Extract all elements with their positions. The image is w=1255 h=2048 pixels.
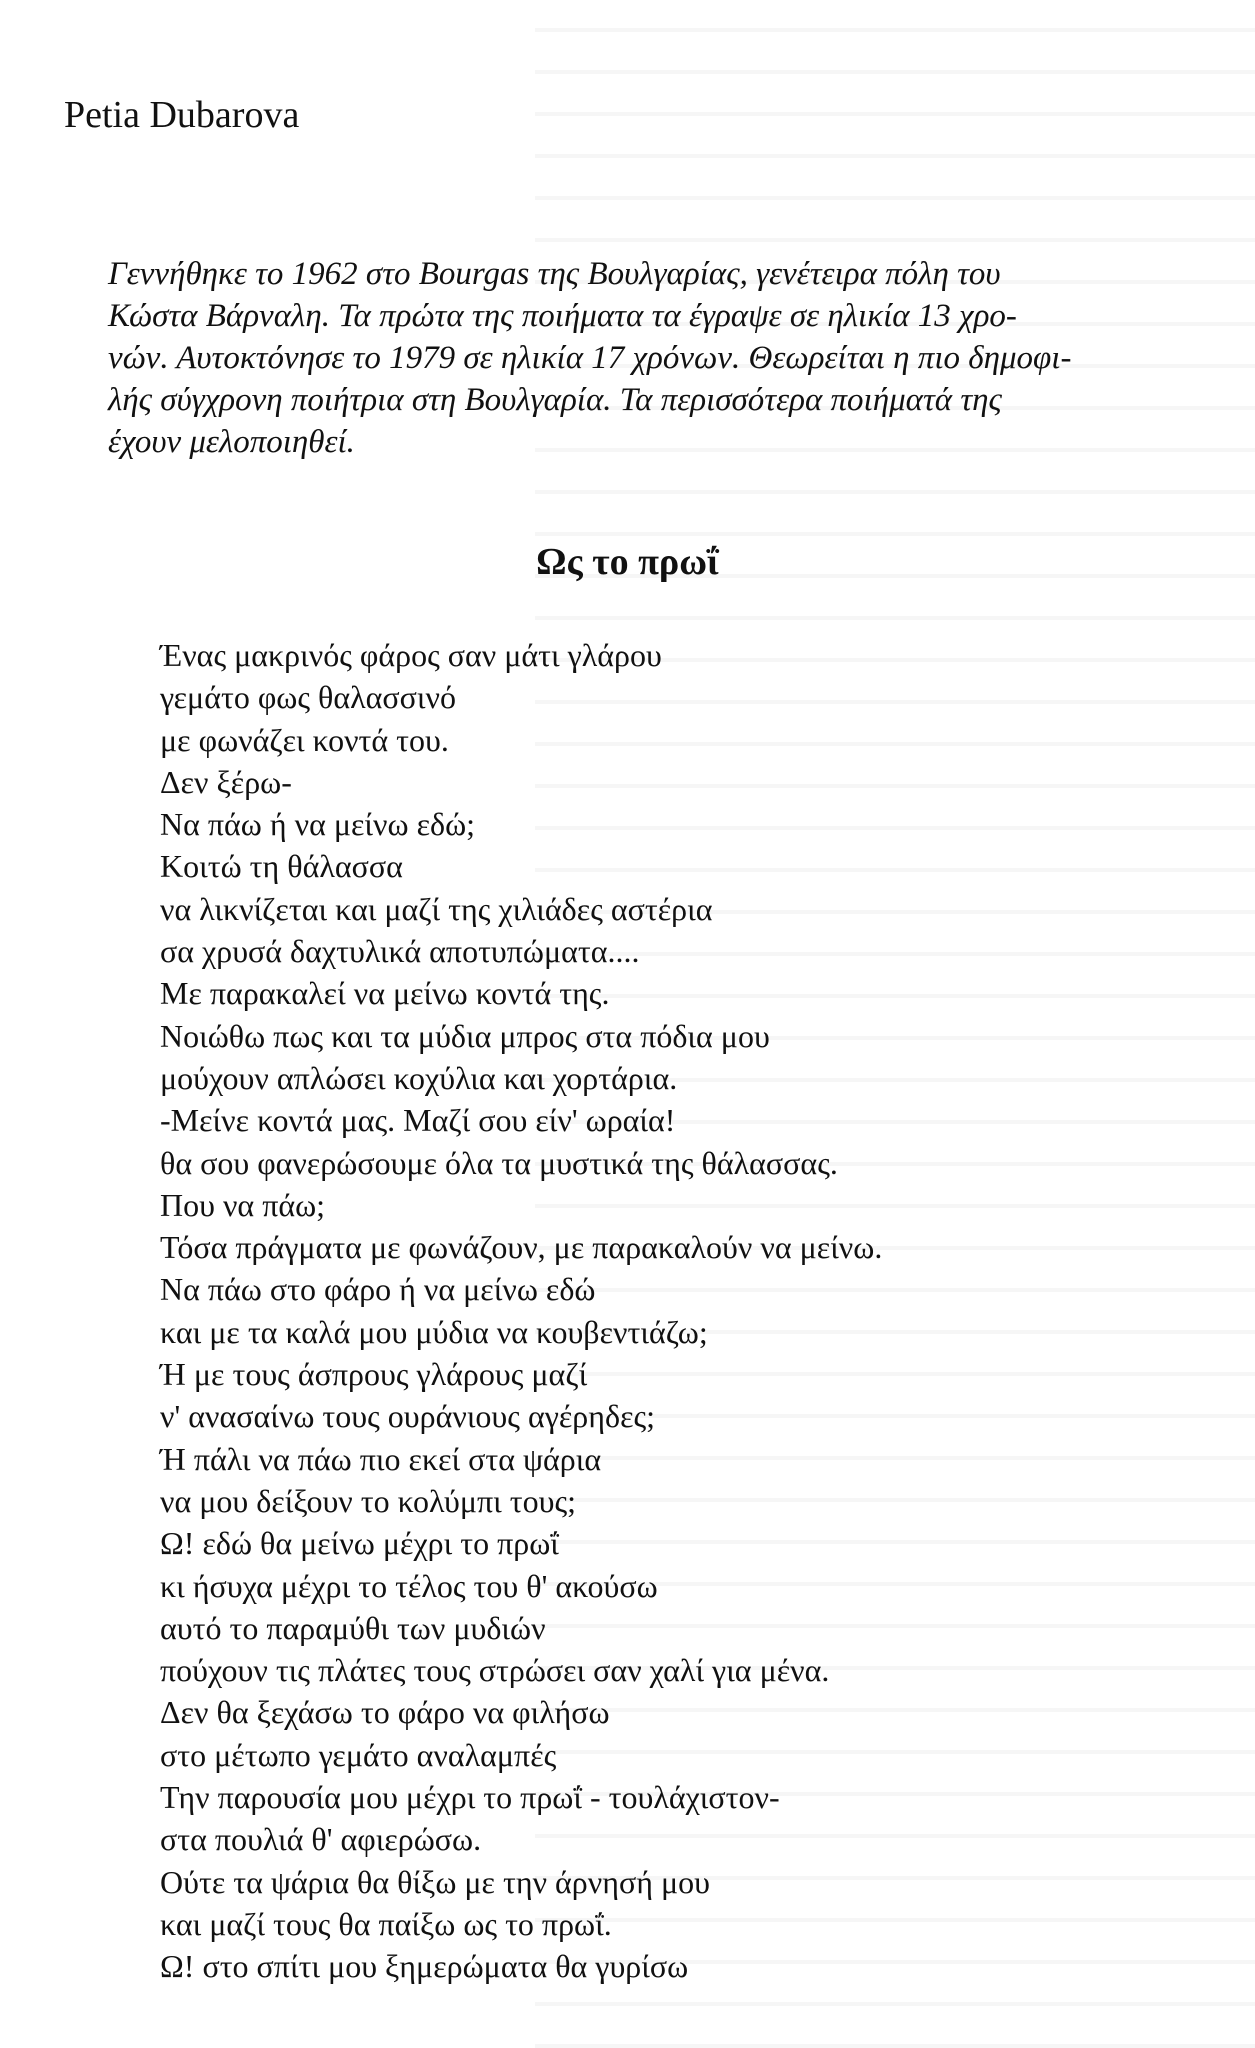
poem-line: αυτό το παραμύθι των μυδιών xyxy=(160,1609,546,1646)
poem-line: και μαζί τους θα παίξω ως το πρωΐ. xyxy=(160,1905,612,1942)
poem-line: πούχουν τις πλάτες τους στρώσει σαν χαλί για μένα. xyxy=(160,1652,830,1689)
bio-line: Γεννήθηκε το 1962 στο Bourgas της Βουλγαρίας, γενέτειρα πόλη του xyxy=(108,256,1001,292)
poem-line: Να πάω ή να μείνω εδώ; xyxy=(160,806,476,843)
poem-line: -Μείνε κοντά μας. Μαζί σου είν' ωραία! xyxy=(160,1102,676,1139)
poem-line: Ω! στο σπίτι μου ξημερώματα θα γυρίσω xyxy=(160,1948,689,1985)
poem-line: Που να πάω; xyxy=(160,1186,326,1223)
poem-line: να λικνίζεται και μαζί της χιλιάδες αστέρια xyxy=(160,890,713,927)
poem-line: Την παρουσία μου μέχρι το πρωΐ - τουλάχιστον- xyxy=(160,1779,780,1816)
poem-line: σα χρυσά δαχτυλικά αποτυπώματα.... xyxy=(160,933,640,970)
poem-line: Ή πάλι να πάω πιο εκεί στα ψάρια xyxy=(160,1440,602,1477)
poem-line: θα σου φανερώσουμε όλα τα μυστικά της θάλασσας. xyxy=(160,1144,838,1181)
poem-line: Ω! εδώ θα μείνω μέχρι το πρωΐ xyxy=(160,1525,559,1562)
author-biography xyxy=(108,253,1168,463)
poem-line: στα πουλιά θ' αφιερώσω. xyxy=(160,1821,482,1858)
bio-line: έχουν μελοποιηθεί. xyxy=(108,424,355,460)
author-name: Petia Dubarova xyxy=(64,94,300,136)
bio-line: νών. Αυτοκτόνησε το 1979 σε ηλικία 17 χρόνων. Θεωρείται η πιο δημοφι- xyxy=(108,340,1072,376)
poem-line: κι ήσυχα μέχρι το τέλος του θ' ακούσω xyxy=(160,1567,658,1604)
poem-line: στο μέτωπο γεμάτο αναλαμπές xyxy=(160,1736,557,1773)
poem-line: Δεν ξέρω- xyxy=(160,763,292,800)
poem-line: Κοιτώ τη θάλασσα xyxy=(160,848,403,885)
poem-line: Με παρακαλεί να μείνω κοντά της. xyxy=(160,975,610,1012)
poem-line: Ένας μακρινός φάρος σαν μάτι γλάρου xyxy=(160,637,662,673)
poem-title: Ως το πρωΐ xyxy=(536,541,719,583)
poem-line: Δεν θα ξεχάσω το φάρο να φιλήσω xyxy=(160,1694,610,1731)
poem-line: Να πάω στο φάρο ή να μείνω εδώ xyxy=(160,1271,596,1308)
bio-line: Κώστα Βάρναλη. Τα πρώτα της ποιήματα τα έγραψε σε ηλικία 13 χρο- xyxy=(108,298,1017,334)
poem-body xyxy=(160,634,882,1988)
poem-line: γεμάτο φως θαλασσινό xyxy=(160,679,456,716)
poem-line: να μου δείξουν το κολύμπι τους; xyxy=(160,1482,576,1519)
poem-line: και με τα καλά μου μύδια να κουβεντιάζω; xyxy=(160,1313,708,1350)
bio-line: λής σύγχρονη ποιήτρια στη Βουλγαρία. Τα περισσότερα ποιήματά της xyxy=(108,382,1002,418)
poem-line: ν' ανασαίνω τους ουράνιους αγέρηδες; xyxy=(160,1398,656,1435)
poem-line: Νοιώθω πως και τα μύδια μπρος στα πόδια μου xyxy=(160,1017,770,1054)
poem-line: μούχουν απλώσει κοχύλια και χορτάρια. xyxy=(160,1059,678,1096)
poem-line: Ούτε τα ψάρια θα θίξω με την άρνησή μου xyxy=(160,1863,710,1900)
poem-line: Τόσα πράγματα με φωνάζουν, με παρακαλούν να μείνω. xyxy=(160,1229,883,1266)
poem-line: Ή με τους άσπρους γλάρους μαζί xyxy=(160,1356,588,1393)
poem-line: με φωνάζει κοντά του. xyxy=(160,721,449,758)
